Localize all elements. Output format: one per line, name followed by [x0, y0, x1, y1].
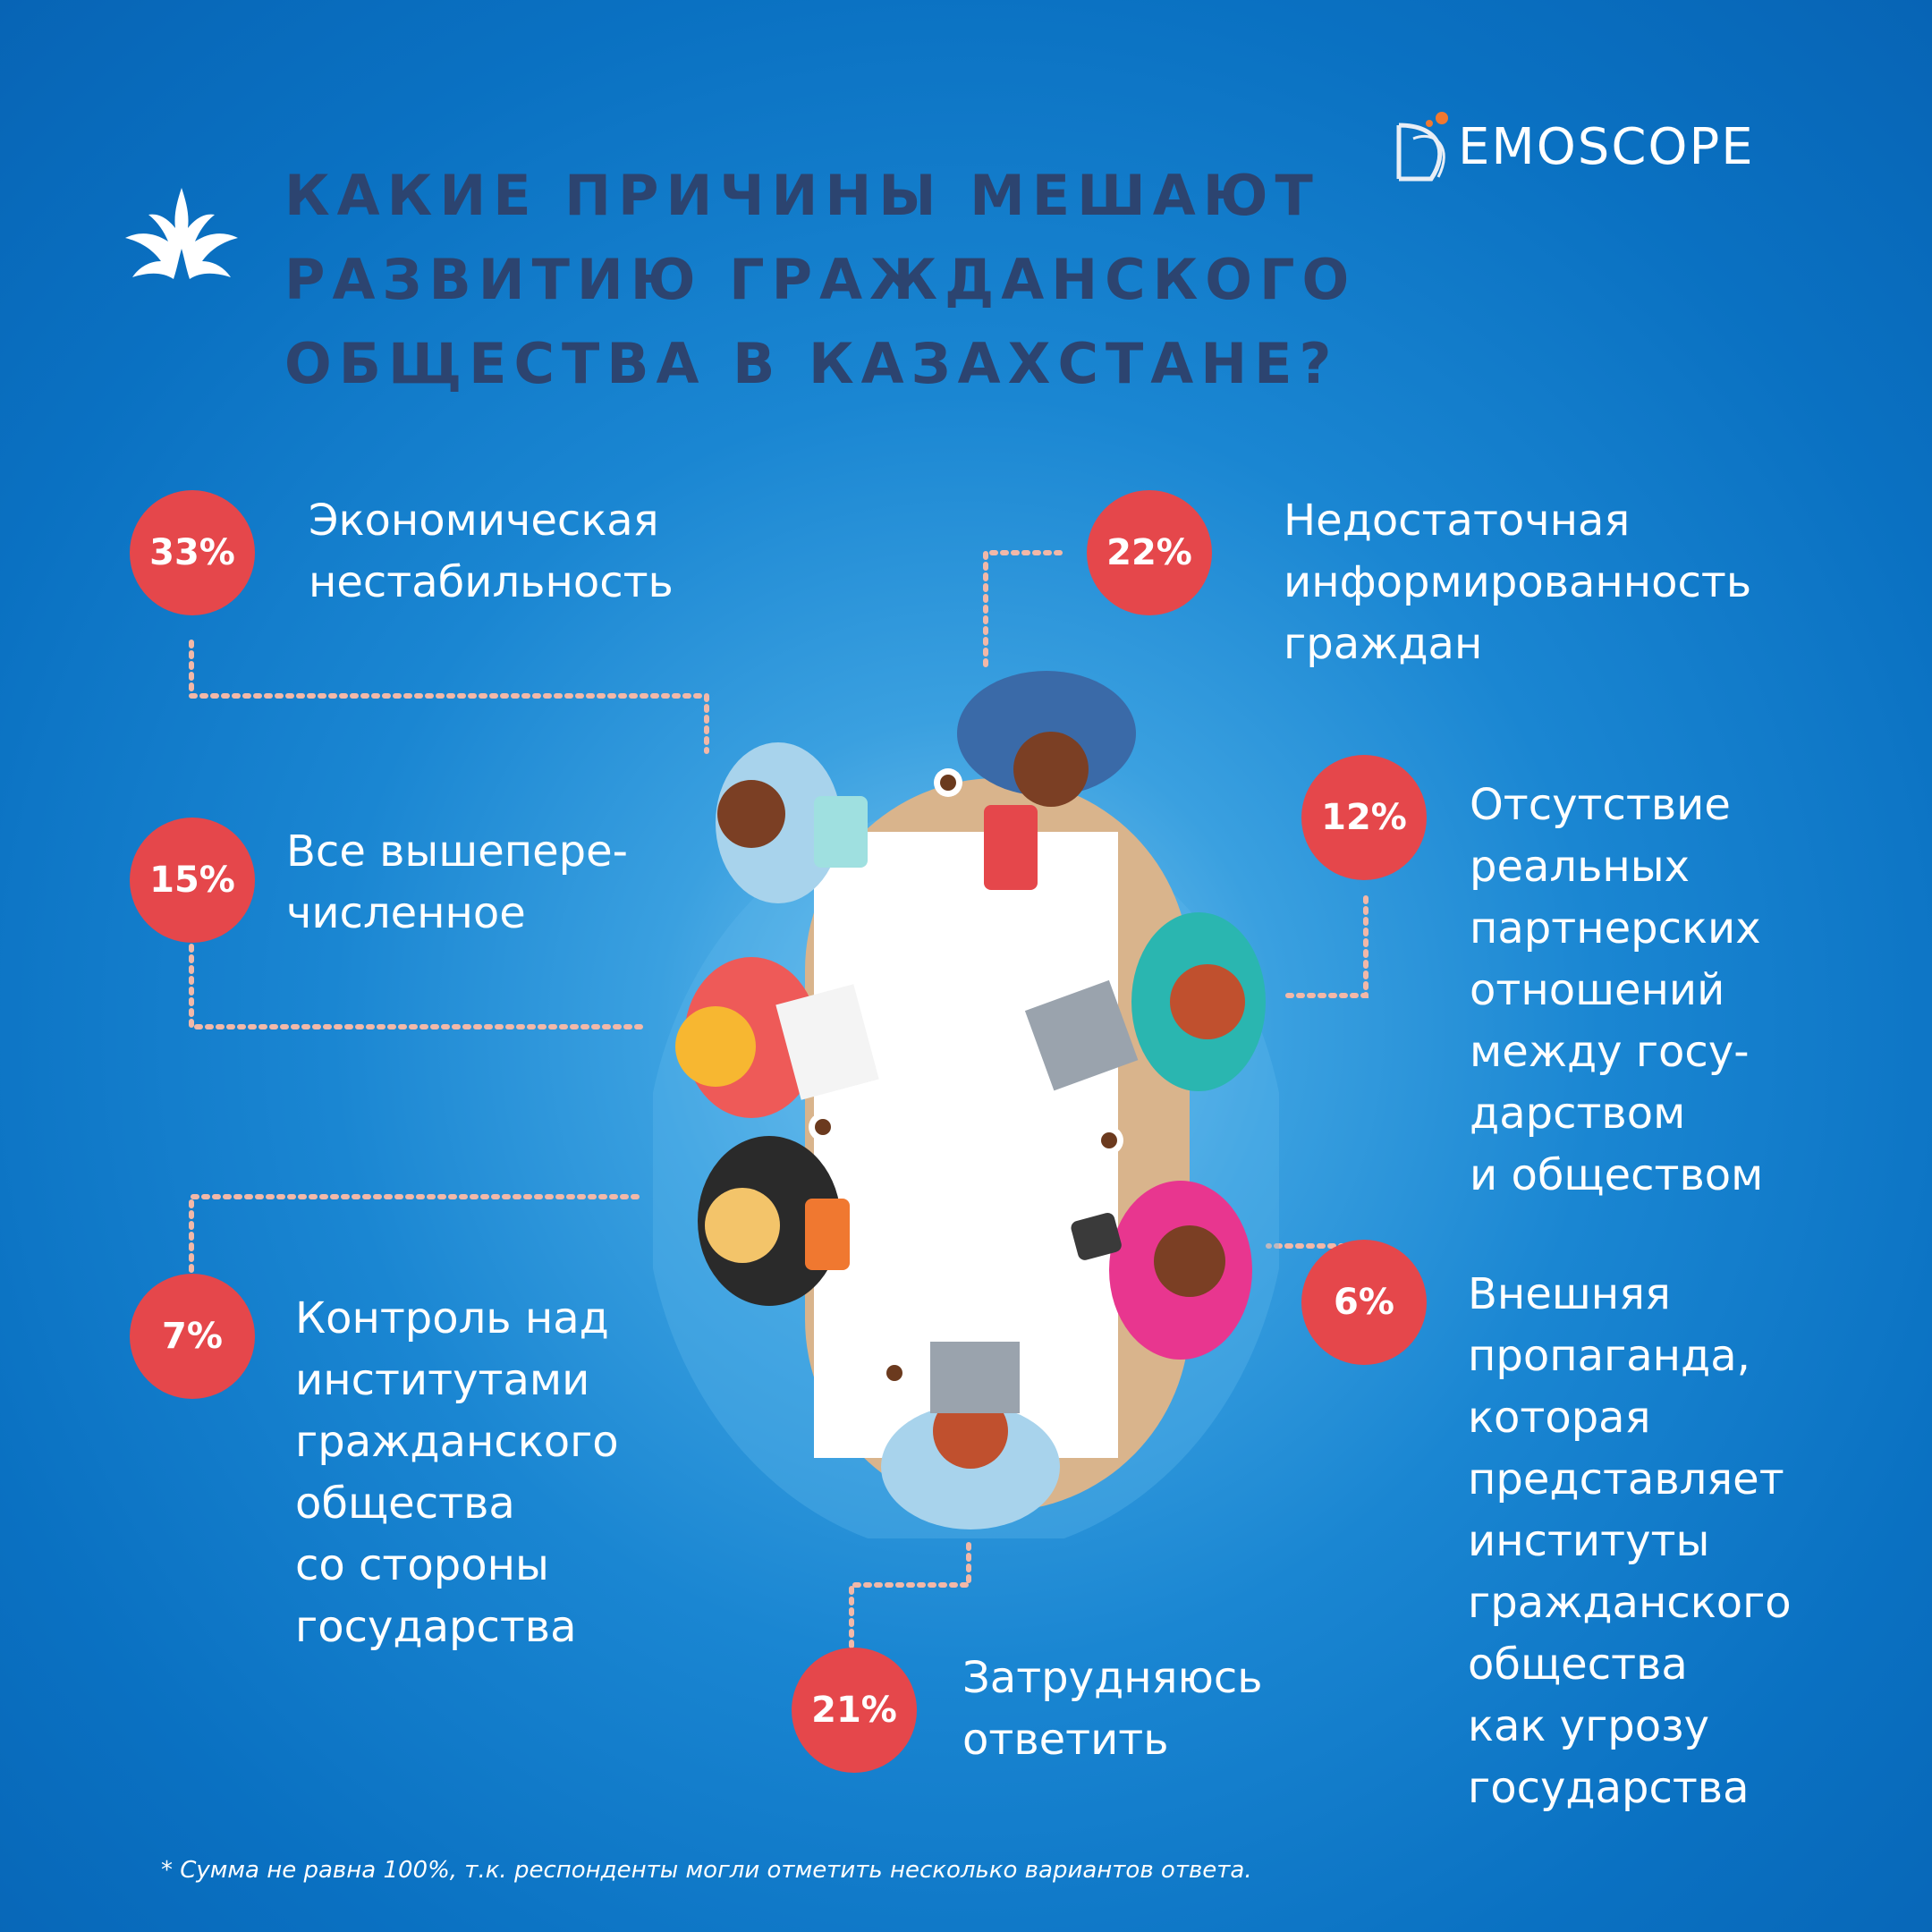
percent-badge-7: 7% — [130, 1274, 255, 1399]
connector-21 — [852, 1538, 969, 1646]
percent-badge-15: 15% — [130, 818, 255, 943]
percent-badge-12: 12% — [1301, 755, 1427, 880]
percent-badge-6: 6% — [1301, 1240, 1427, 1365]
label-insufficient-awareness: Недостаточная информированность граждан — [1284, 496, 1752, 669]
footnote: * Сумма не равна 100%, т.к. респонденты могли отметить несколько вариантов ответа. — [161, 1857, 1252, 1884]
label-no-partnership: Отсутствие реальных партнерских отношений между госу- дарством и обществом — [1470, 780, 1764, 1200]
percent-badge-33: 33% — [130, 490, 255, 615]
dove-logo-icon — [114, 179, 249, 295]
connector-33 — [191, 642, 707, 751]
meeting-table-illustration — [653, 644, 1279, 1538]
label-state-control: Контроль над институтами гражданского общества со стороны государства — [295, 1293, 619, 1652]
percent-badge-21: 21% — [792, 1648, 917, 1773]
label-economic-instability: Экономическая нестабильность — [309, 496, 674, 607]
percent-badge-22: 22% — [1087, 490, 1212, 615]
brand-name: EMOSCOPE — [1458, 118, 1755, 176]
title-line-2: РАЗВИТИЮ ГРАЖДАНСКОГО — [284, 247, 1357, 312]
connector-12 — [1281, 898, 1366, 996]
demoscope-logo — [1386, 107, 1789, 188]
label-external-propaganda: Внешняя пропаганда, которая представляет институты гражданского общества как угрозу государства — [1468, 1269, 1792, 1813]
connector-15 — [191, 946, 644, 1027]
connector-7 — [191, 1197, 637, 1270]
label-all-above: Все вышепере- численное — [286, 826, 628, 938]
page-title — [284, 154, 1356, 406]
title-line-3: ОБЩЕСТВА В КАЗАХСТАНЕ? — [284, 331, 1339, 396]
title-line-1: КАКИЕ ПРИЧИНЫ МЕШАЮТ — [284, 163, 1320, 228]
label-hard-to-answer: Затрудняюсь ответить — [962, 1653, 1263, 1765]
